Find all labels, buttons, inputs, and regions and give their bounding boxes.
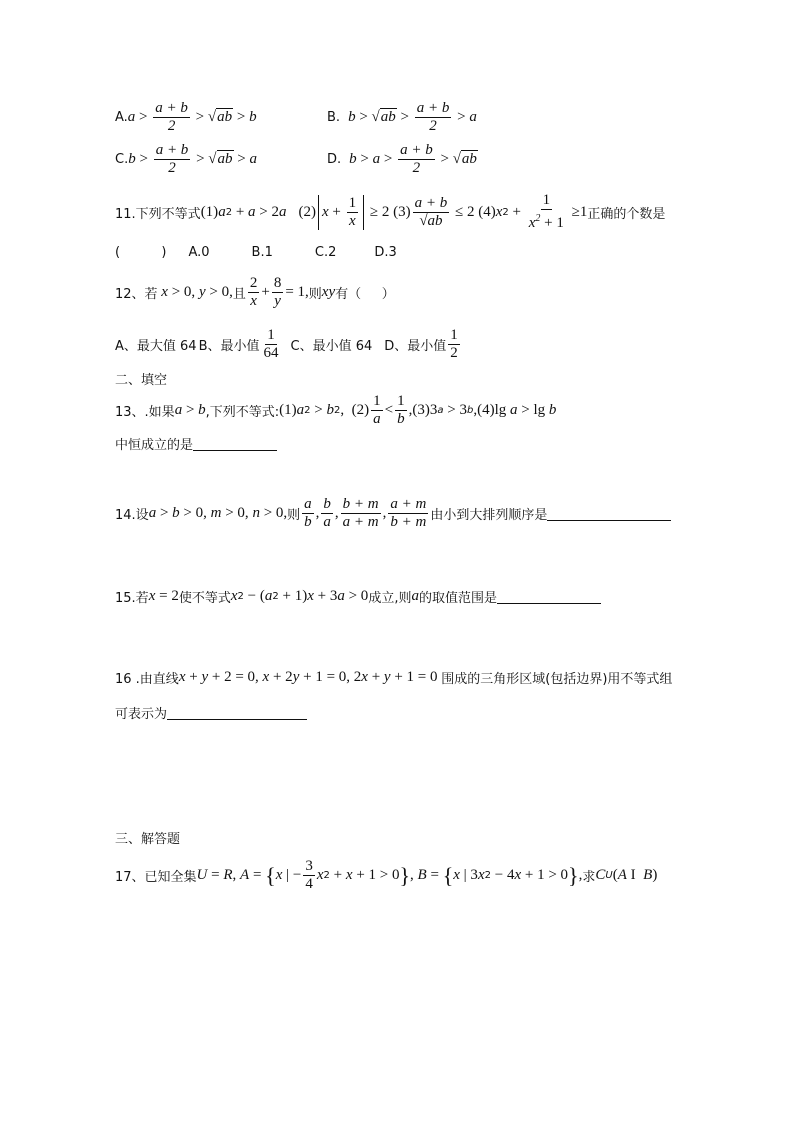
q10-option-b: B. b > √ab > $\frac{a + b}{2}$ > a <box>327 100 477 134</box>
answer-blank-15[interactable] <box>497 589 601 604</box>
question-11-choices: ( ) A.0 B.1 C.2 D.3 <box>115 245 397 260</box>
answer-blank-16[interactable] <box>167 705 307 720</box>
question-16: 16 .由直线 x + y + 2 = 0, x + 2 y + 1 = 0, 2 x + y + 1 = 0 围成的三角形区域(包括边界)用不等式组 <box>115 669 673 687</box>
q10-option-a: A. a > $\frac{a + b}{2}$ > √ab > b <box>115 100 257 134</box>
q11-choice-d: D.3 <box>374 245 397 260</box>
question-11: 11.下列不等式 (1) a 2 + a > 2 a (2) x + $\frac{1}{x}$ ≥ 2 (3) $\frac{a + b}{√ab}$ ≤ 2 (4) x 2 + $\frac{1}{x^2 + 1}$ ≥1 正确的个数是 <box>115 192 666 231</box>
question-14: 14.设 a > b > 0, m > 0, n > 0, 则 $\frac{a}{b}$ , $\frac{b}{a}$ , $\frac{b + m}{a + m}$ , $\frac{a + m}{b + m}$ 由小到大排列顺序是 <box>115 496 671 531</box>
section-2-heading: 二、填空 <box>115 373 168 388</box>
question-12: 12、若 x > 0, y > 0, 且 $\frac{2}{x}$ + $\frac{8}{y}$ = 1, 则 xy 有 （ ） <box>115 275 395 309</box>
question-13: 13、.如果 a > b ,下列不等式: (1) a 2 > b 2 , (2) $\frac{1}{a}$ < $\frac{1}{b}$ ,(3)3 a > 3 b ,(4)lg a > lg b <box>115 393 557 427</box>
answer-blank-14[interactable] <box>547 506 671 521</box>
q11-choice-c: C.2 <box>314 245 337 260</box>
question-15: 15.若 x = 2 使不等式 x 2 − ( a 2 + 1) x + 3 a > 0 成立,则 a 的取值范围是 <box>115 587 601 606</box>
question-16-answer-line: 可表示为 <box>115 703 307 722</box>
q11-choice-a: A.0 <box>188 245 210 260</box>
q11-choice-b: B.1 <box>251 245 273 260</box>
section-3-heading: 三、解答题 <box>115 832 181 847</box>
question-13-answer-line: 中恒成立的是 <box>115 434 277 453</box>
question-17: 17、已知全集 U = R , A = { x | − $\frac{3}{4}$ x 2 + x + 1 > 0 } , B = { x | 3 x 2 − 4 x + 1 > 0 } , 求 C U ( A I B ) <box>115 858 658 892</box>
answer-blank-13[interactable] <box>193 436 277 451</box>
q10-option-c: C. b > $\frac{a + b}{2}$ > √ab > a <box>115 142 257 176</box>
q10-option-d: D. b > a > $\frac{a + b}{2}$ > √ab <box>327 142 477 176</box>
question-12-options: A、最大值 64 B、最小值 $\frac{1}{64}$ C、最小值 64 D、最小值 $\frac{1}{2}$ <box>115 327 458 361</box>
